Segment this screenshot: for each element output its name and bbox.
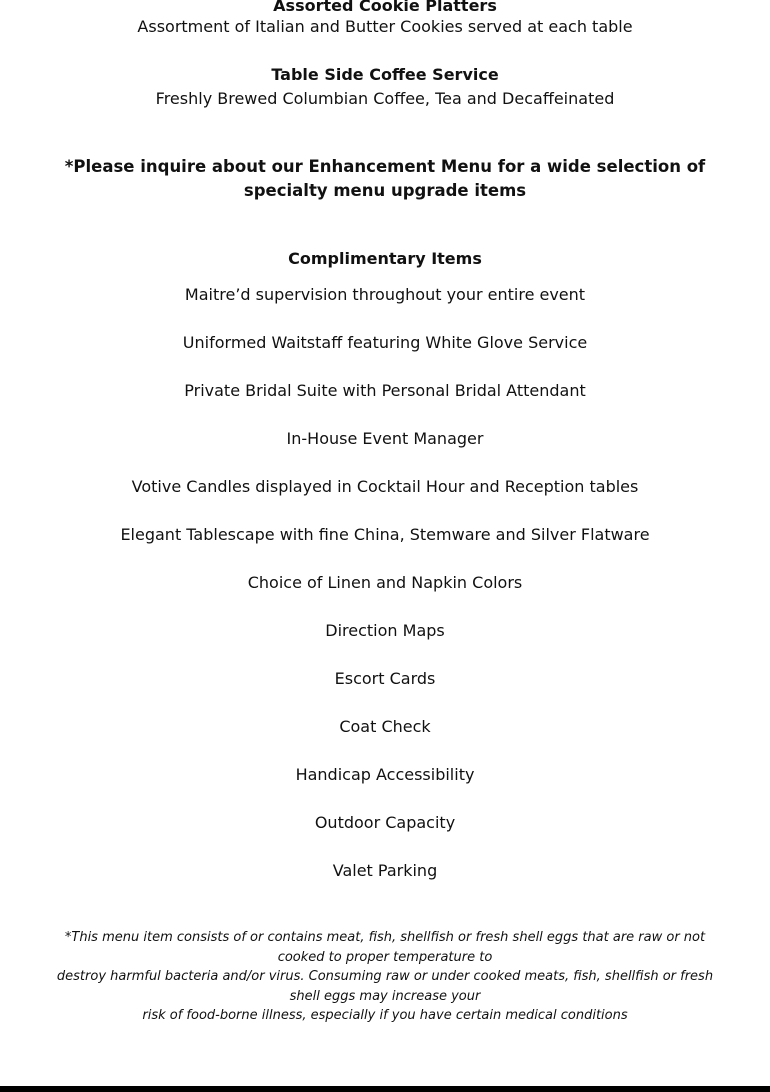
disclaimer-line-3: risk of food-borne illness, especially if you have certain medical conditions <box>142 1008 628 1023</box>
complimentary-item: In-House Event Manager <box>286 429 484 448</box>
complimentary-item: Elegant Tablescape with fine China, Stemware and Silver Flatware <box>120 525 650 544</box>
enhancement-menu-notice: *Please inquire about our Enhancement Menu for a wide selection of specialty menu upgrade items <box>64 157 706 200</box>
complimentary-item: Valet Parking <box>332 861 438 880</box>
complimentary-item: Handicap Accessibility <box>295 765 475 784</box>
disclaimer-line-1: *This menu item consists of or contains meat, fish, shellfish or fresh shell eggs that are raw or not cooked to proper temperature to <box>64 930 706 965</box>
disclaimer-line-2: destroy harmful bacteria and/or virus. Consuming raw or under cooked meats, fish, shellfish or fresh shell eggs may increase your <box>56 969 714 1004</box>
cookie-platters-title: Assorted Cookie Platters <box>273 0 497 15</box>
complimentary-item: Escort Cards <box>334 669 436 688</box>
complimentary-item: Direction Maps <box>325 621 445 640</box>
complimentary-item: Maitre’d supervision throughout your entire event <box>184 285 586 304</box>
complimentary-item: Private Bridal Suite with Personal Bridal Attendant <box>184 381 586 400</box>
bottom-border-bar <box>0 1086 770 1092</box>
complimentary-item: Coat Check <box>339 717 431 736</box>
coffee-service-description: Freshly Brewed Columbian Coffee, Tea and Decaffeinated <box>155 89 615 108</box>
food-safety-disclaimer <box>40 928 730 1026</box>
coffee-service-title: Table Side Coffee Service <box>271 65 499 84</box>
complimentary-item: Outdoor Capacity <box>314 813 456 832</box>
complimentary-item: Uniformed Waitstaff featuring White Glove Service <box>182 333 588 352</box>
complimentary-item: Choice of Linen and Napkin Colors <box>247 573 523 592</box>
complimentary-item: Votive Candles displayed in Cocktail Hour and Reception tables <box>131 477 639 496</box>
complimentary-items-heading: Complimentary Items <box>288 249 482 268</box>
cookie-platters-description: Assortment of Italian and Butter Cookies served at each table <box>137 17 633 36</box>
